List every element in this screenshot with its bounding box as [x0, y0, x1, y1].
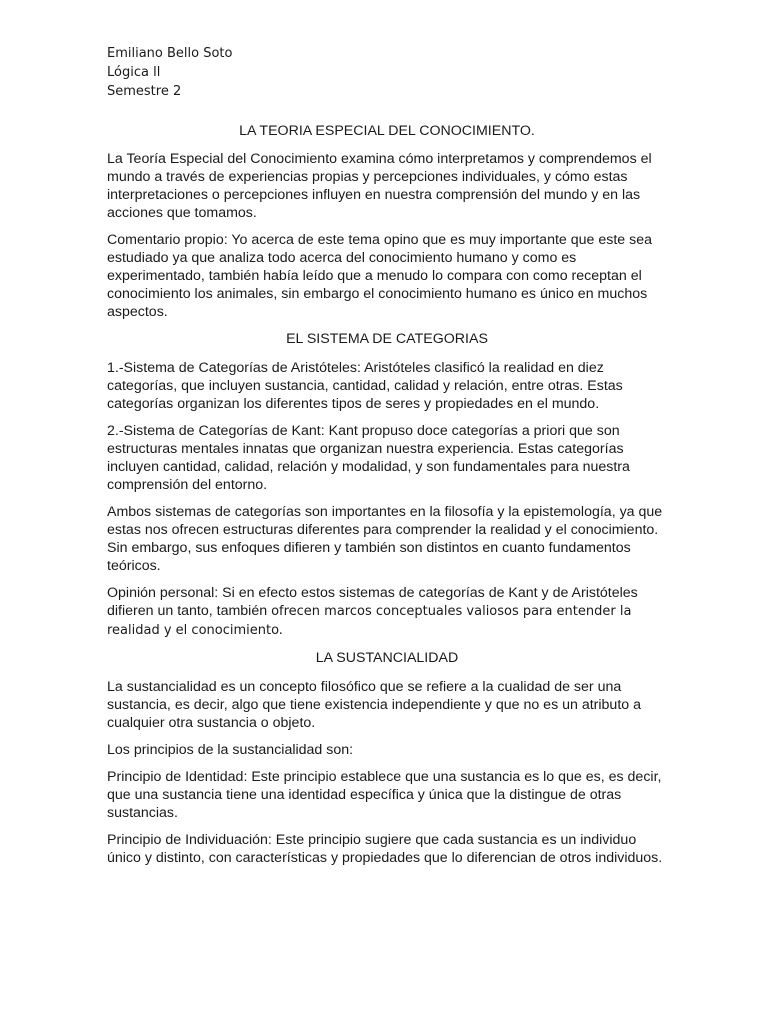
paragraph-principles-intro: Los principios de la sustancialidad son:	[107, 742, 354, 758]
paragraph-kant: 2.-Sistema de Categorías de Kant: Kant propuso doce categorías a priori que son estructuras mentales innatas que organizan nuestra experiencia. Estas categorías incluyen cantidad, calidad, relación y modalidad, y son fundamentales para nuestra comprensión del entorno.	[107, 423, 630, 493]
section-title-substantiality: LA SUSTANCIALIDAD	[315, 650, 459, 666]
section-title-categories: EL SISTEMA DE CATEGORIAS	[286, 331, 488, 347]
paragraph-aristotle: 1.-Sistema de Categorías de Aristóteles: Aristóteles clasificó la realidad en diez categorías, que incluyen sustancia, cantidad, calidad y relación, entre otras. Estas categorías organizan los diferentes tipos de seres y propiedades en el mundo.	[107, 360, 623, 412]
paragraph-identity-principle: Principio de Identidad: Este principio establece que una sustancia es lo que es, es decir, que una sustancia tiene una identidad específica y única que la distingue de otras sustancias.	[107, 769, 662, 821]
paragraph-intro: La Teoría Especial del Conocimiento examina cómo interpretamos y comprendemos el mundo a través de experiencias propias y percepciones individuales, y cómo estas interpretaciones o percepciones influyen en nuestra comprensión del mundo y en las acciones que tomamos.	[107, 151, 652, 221]
author-name: Emiliano Bello Soto	[107, 46, 233, 61]
course-name: Lógica ll	[107, 65, 161, 80]
paragraph-substantiality: La sustancialidad es un concepto filosófico que se refiere a la cualidad de ser una sustancia, es decir, algo que tiene existencia independiente y que no es un atributo a cualquier otra sustancia o objeto.	[107, 679, 641, 731]
semester-label: Semestre 2	[107, 84, 182, 99]
paragraph-own-comment: Comentario propio: Yo acerca de este tema opino que es muy importante que este sea estudiado ya que analiza todo acerca del conocimiento humano y como es experimentado, también había leído que a menudo lo compara con como receptan el conocimiento los animales, sin embargo el conocimiento humano es único en muchos aspectos.	[107, 232, 652, 320]
paragraph-both-systems: Ambos sistemas de categorías son importantes en la filosofía y la epistemología, ya que estas nos ofrecen estructuras diferentes para comprender la realidad y el conocimiento. Sin embargo, sus enfoques difieren y también son distintos en cuanto fundamentos teóricos.	[107, 504, 663, 574]
document-header	[107, 44, 233, 101]
opinion-text-part1: Opinión personal: Si en efecto estos sistemas de categorías de Kant y de Aristóteles difieren un tanto, también	[107, 585, 638, 619]
paragraph-personal-opinion	[107, 584, 667, 640]
paragraph-individuation-principle: Principio de Individuación: Este principio sugiere que cada sustancia es un individuo único y distinto, con características y propiedades que lo diferencian de otros individuos.	[107, 832, 663, 866]
opinion-text-part2: ofrecen marcos conceptuales valiosos para entender la realidad y el conocimiento.	[107, 604, 632, 638]
document-body	[107, 122, 667, 876]
document-title: LA TEORIA ESPECIAL DEL CONOCIMIENTO.	[239, 123, 535, 139]
